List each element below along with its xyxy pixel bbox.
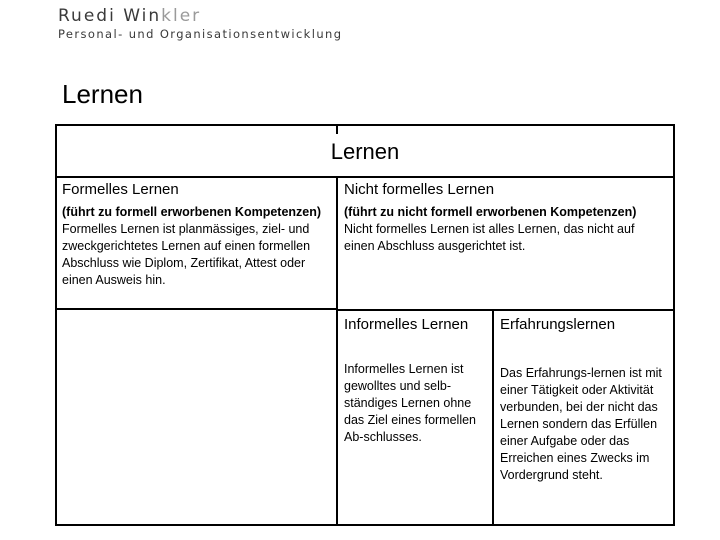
experiential-learning-text: Das Erfahrungs-lernen ist mit einer Tätigkeit oder Aktivität verbunden, bei der nicht das Lernen sondern das Erfüllen einer Aufgabe oder das Erreichen eines Zwecks im Vordergrund steht. [500, 366, 662, 482]
informal-learning-text: Informelles Lernen ist gewolltes und selb-ständiges Lernen ohne das Ziel eines formellen Ab-schlusses. [344, 362, 477, 444]
experiential-learning-heading: Erfahrungslernen [500, 316, 616, 333]
title-divider [57, 176, 673, 178]
learning-diagram [55, 124, 675, 526]
informal-learning-heading: Informelles Lernen [344, 316, 469, 333]
nonformal-learning-subheading: (führt zu nicht formell erworbenen Kompetenzen) [344, 205, 637, 219]
center-divider [336, 176, 338, 524]
subdivider [492, 309, 494, 524]
formal-learning-subheading: (führt zu formell erworbenen Kompetenzen) [62, 205, 322, 219]
formal-learning-text: Formelles Lernen ist planmässiges, ziel- und zweckgerichtetes Lernen auf einen formellen Abschluss wie Diplom, Zertifikat, Attest oder einen Ausweis hin. [62, 222, 311, 287]
nonformal-learning-heading: Nicht formelles Lernen [344, 181, 495, 198]
logo-subtitle: Personal- und Organisationsentwicklung [58, 27, 343, 41]
company-logo [58, 6, 342, 41]
nonformal-learning-box [344, 204, 664, 255]
top-center-tick [336, 126, 338, 134]
diagram-title: Lernen [330, 139, 400, 164]
logo-name: Ruedi Winkler [58, 6, 202, 26]
formal-learning-box [62, 204, 332, 289]
right-divider [336, 309, 673, 311]
page-title: Lernen [62, 79, 143, 109]
left-divider [57, 308, 337, 310]
nonformal-learning-text: Nicht formelles Lernen ist alles Lernen, das nicht auf einen Abschluss ausgerichtet ist. [344, 222, 635, 253]
formal-learning-heading: Formelles Lernen [62, 181, 179, 198]
